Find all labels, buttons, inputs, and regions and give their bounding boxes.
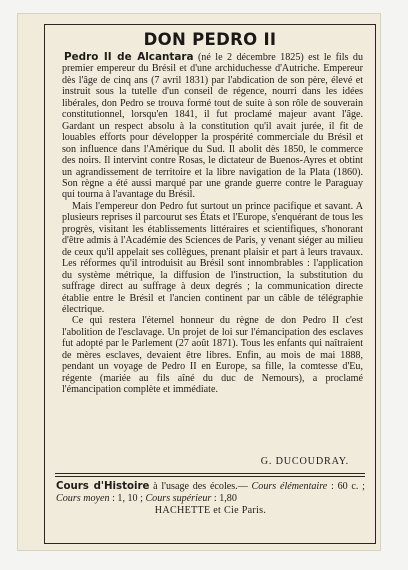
publisher: HACHETTE et Cie Paris.: [154, 505, 267, 516]
course-label: Cours élémentaire: [251, 481, 328, 492]
course-price: : 60 c. ;: [327, 481, 365, 492]
footer-intro: à l'usage des écoles.—: [149, 481, 252, 492]
paragraph-1: [62, 52, 363, 201]
card-frame: [44, 24, 376, 544]
author-signature: G. DUCOUDRAY.: [260, 456, 349, 467]
footer-title: Cours d'Histoire: [56, 481, 150, 492]
history-card: [18, 14, 380, 550]
separator-line: [55, 476, 365, 477]
course-price: : 1,80: [211, 493, 237, 504]
course-label: Cours moyen: [56, 493, 110, 504]
footer-courses: [56, 481, 365, 505]
separator-line: [55, 473, 365, 474]
course-label: Cours supérieur: [145, 493, 212, 504]
paragraph-2: Mais l'empereur don Pedro fut surtout un prince pacifique et savant. A plusieurs reprises il parcourut ses États et l'Europe, s'enquérant de tous les progrès, visitant les établissements littéraires et scientifiques, s'honorant d'être admis à l'Académie des Sciences de Paris, y venant siéger au milieu de ceux qu'il appelait ses collègues, prenant plaisir et part à leurs travaux. Les réformes qu'il introduisit au Brésil sont innombrables : l'application du système métrique, la diffusion de l'instruction, la substitution du suffrage direct au suffrage à deux degrés ; la communication directe établie entre le Brésil et l'ancien continent par un câble de télégraphie électrique.: [62, 200, 363, 315]
paragraph-3: Ce qui restera l'éternel honneur du règne de don Pedro II c'est l'abolition de l'esclavage. Un projet de loi sur l'émancipation des esclaves fut adopté par le Parlement (27 août 1871). Tous les enfants qui naîtraient de mères esclaves, devaient être libres. Enfin, au mois de mai 1888, pendant un voyage de Pedro II en Europe, sa fille, la comtesse d'Eu, régente (mariée au fils aîné du duc de Nemours), a proclamé l'émancipation complète et immédiate.: [62, 315, 363, 396]
card-title: DON PEDRO II: [143, 30, 277, 49]
course-price: : 1, 10 ;: [109, 493, 146, 504]
paragraph-1-text: (né le 2 décembre 1825) est le fils du premier empereur du Brésil et d'une archiduchesse d'Autriche. Empereur dès l'âge de cinq ans (7 avril 1831) par l'abdication de son père, élevé et instruit sous la tutelle d'un conseil de régence, nourri dans les idées libérales, don Pedro se trouva formé tout de suite à son rôle de souverain constitutionnel, lorsqu'en 1841, il fut proclamé majeur avant l'âge. Gardant un respect absolu à la constitution qu'il avait jurée, il fit de louables efforts pour développer la prospérité commerciale du Brésil et son influence dans l'Amérique du Sud. Il abolit dès 1850, le commerce des noirs. Il intervint contre Rosas, le dictateur de Buenos-Ayres et obtint un agrandissement de territoire et la libre navigation de la Plata (1860). Son règne a été aussi marqué par une grande guerre contre le Paraguay qui tourna à l'avantage du Brésil.: [62, 52, 364, 201]
footer-advert: [56, 481, 365, 517]
lead-name: Pedro II de Alcantara: [64, 51, 194, 63]
biography-text: [62, 52, 363, 396]
